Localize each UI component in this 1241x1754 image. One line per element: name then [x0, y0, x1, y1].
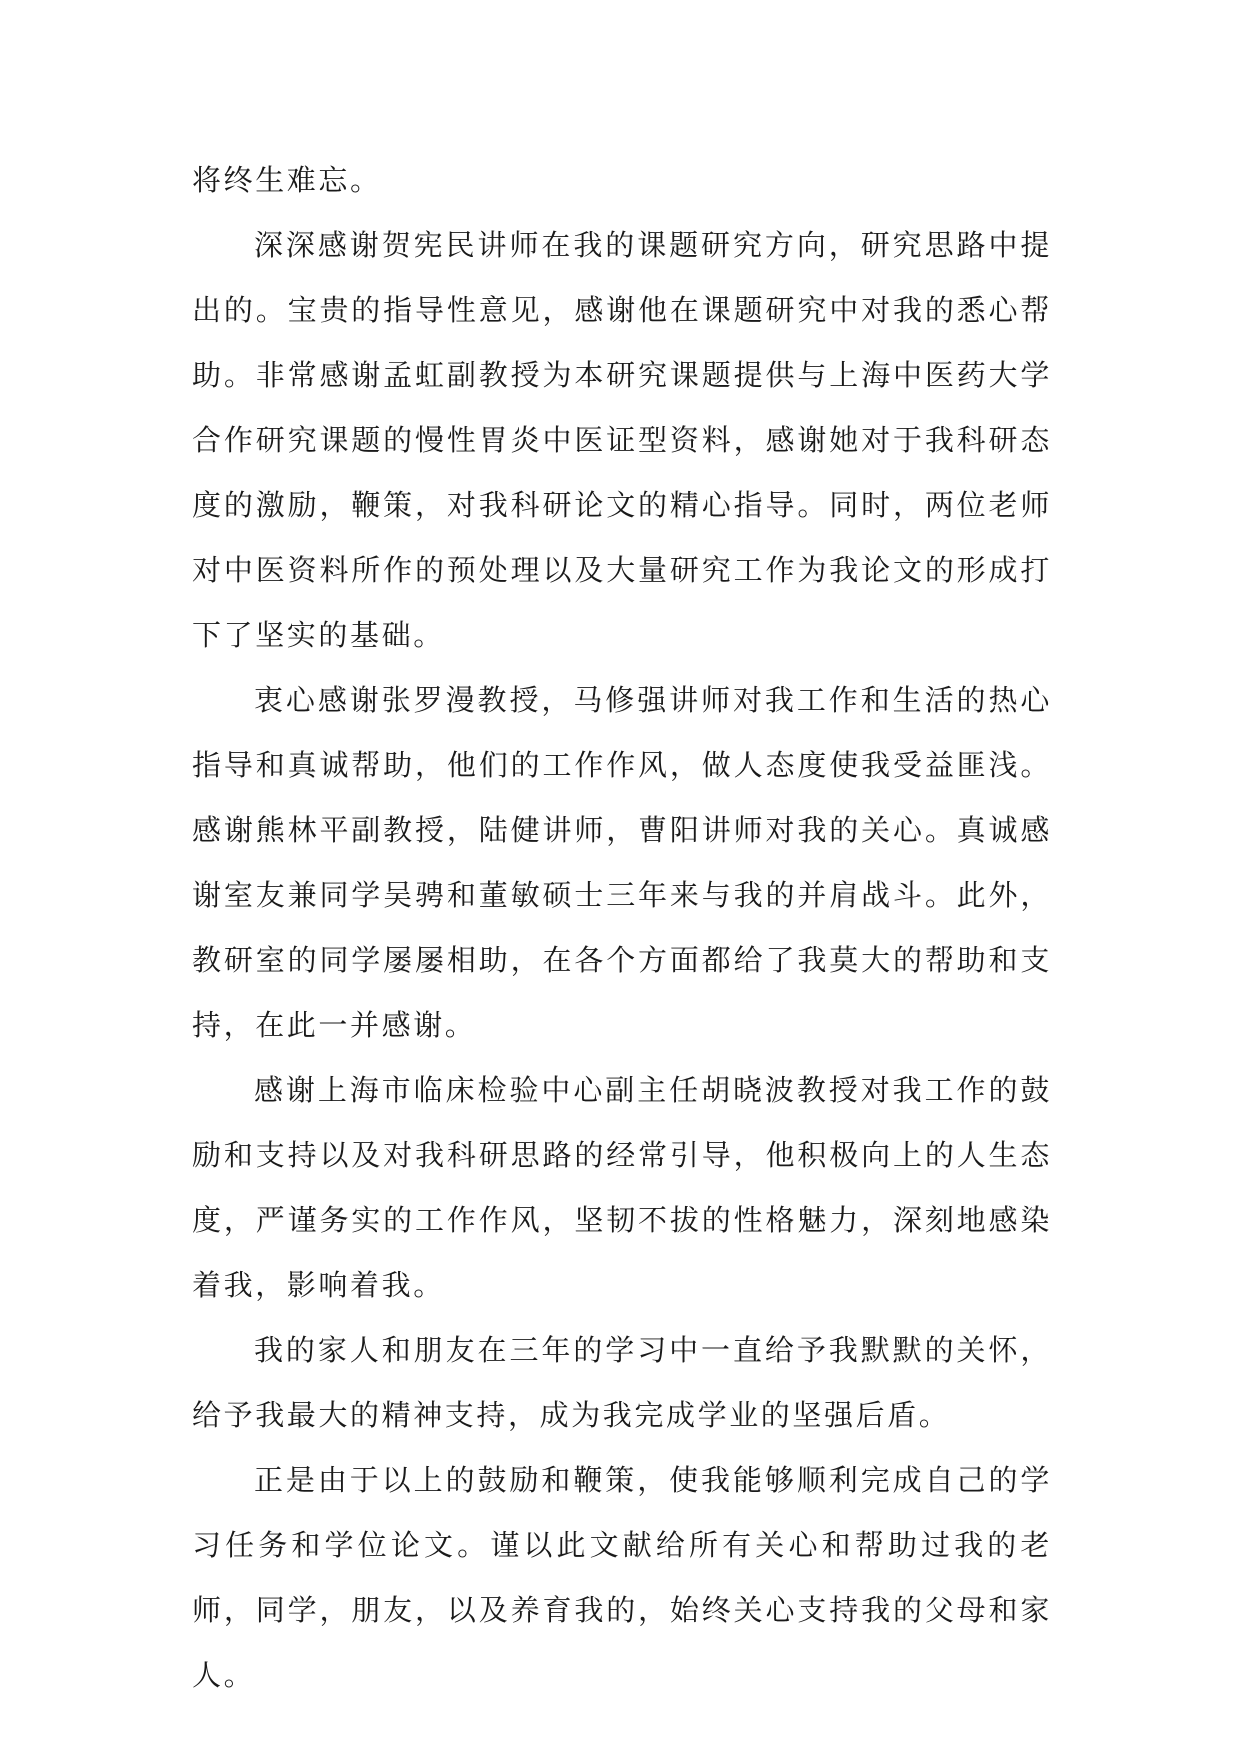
paragraph-thanks-family-friends: 我的家人和朋友在三年的学习中一直给予我默默的关怀，给予我最大的精神支持，成为我完成学业的坚强后盾。 [192, 1333, 1052, 1432]
acknowledgement-text [192, 148, 1052, 1708]
paragraph-thanks-advisors: 深深感谢贺宪民讲师在我的课题研究方向，研究思路中提出的。宝贵的指导性意见，感谢他在课题研究中对我的悉心帮助。非常感谢孟虹副教授为本研究课题提供与上海中医药大学合作研究课题的慢性胃炎中医证型资料，感谢她对于我科研态度的激励，鞭策，对我科研论文的精心指导。同时，两位老师对中医资料所作的预处理以及大量研究工作为我论文的形成打下了坚实的基础。 [192, 228, 1052, 652]
paragraph-dedication: 正是由于以上的鼓励和鞭策，使我能够顺利完成自己的学习任务和学位论文。谨以此文献给所有关心和帮助过我的老师，同学，朋友，以及养育我的，始终关心支持我的父母和家人。 [192, 1463, 1052, 1692]
paragraph-thanks-clinical-center: 感谢上海市临床检验中心副主任胡晓波教授对我工作的鼓励和支持以及对我科研思路的经常引导，他积极向上的人生态度，严谨务实的工作作风，坚韧不拔的性格魅力，深刻地感染着我，影响着我。 [192, 1073, 1052, 1302]
paragraph-continuation: 将终生难忘。 [192, 163, 382, 197]
paragraph-thanks-professors-classmates: 衷心感谢张罗漫教授，马修强讲师对我工作和生活的热心指导和真诚帮助，他们的工作作风，做人态度使我受益匪浅。感谢熊林平副教授，陆健讲师，曹阳讲师对我的关心。真诚感谢室友兼同学吴骋和董敏硕士三年来与我的并肩战斗。此外，教研室的同学屡屡相助，在各个方面都给了我莫大的帮助和支持，在此一并感谢。 [192, 683, 1052, 1042]
